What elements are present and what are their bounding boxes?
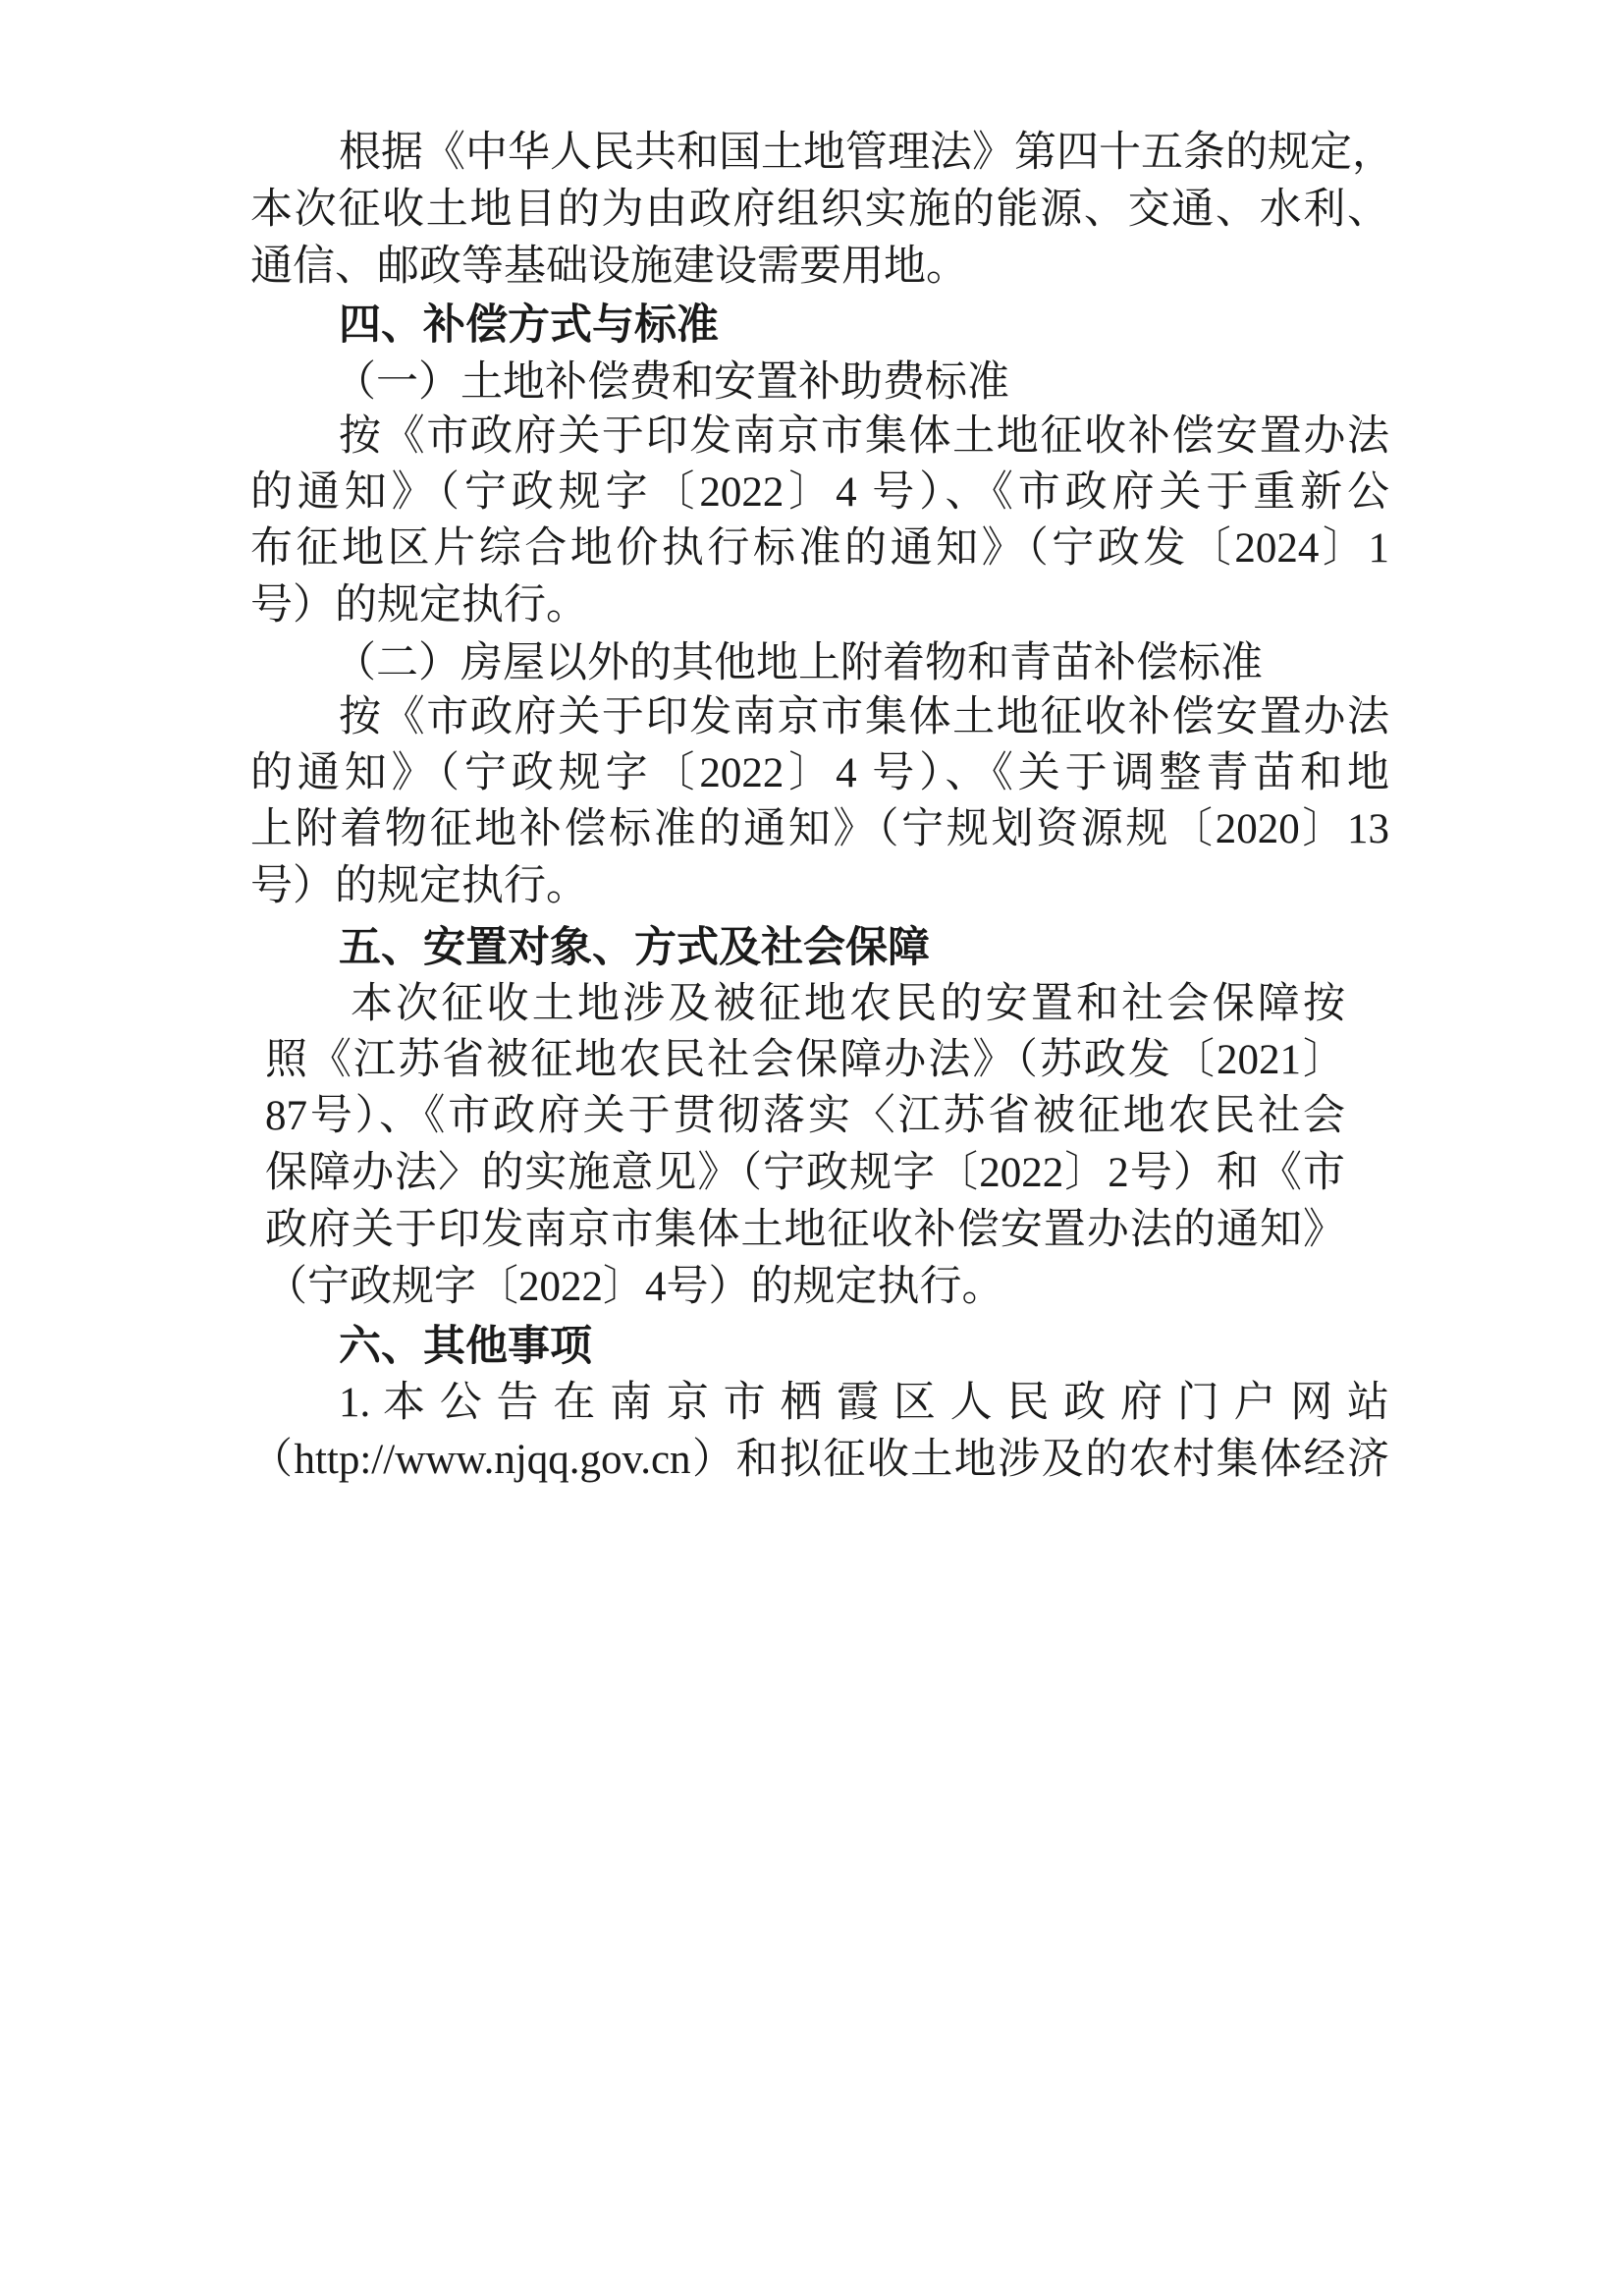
paragraph-line: 政府关于印发南京市集体土地征收补偿安置办法的通知》 [265, 1207, 1345, 1253]
subheading-4-1: （一）土地补偿费和安置补助费标准 [334, 357, 1009, 407]
paragraph-line: 布征地区片综合地价执行标准的通知》（宁政发〔2024〕1 [250, 525, 1389, 572]
subheading-4-2: （二）房屋以外的其他地上附着物和青苗补偿标准 [334, 638, 1263, 687]
paragraph-line: 1. 本 公 告 在 南 京 市 栖 霞 区 人 民 政 府 门 户 网 站 [339, 1380, 1389, 1426]
section-heading-5: 五、安置对象、方式及社会保障 [339, 923, 930, 972]
paragraph-line: 87号）、《市政府关于贯彻落实〈江苏省被征地农民社会 [265, 1093, 1345, 1139]
paragraph-line: 通信、邮政等基础设施建设需要用地。 [250, 242, 968, 291]
paragraph-line: 本次征收土地目的为由政府组织实施的能源、交通、水利、 [250, 185, 1389, 234]
paragraph-line: 的通知》（宁政规字〔2022〕4 号）、《市政府关于重新公 [250, 469, 1389, 516]
section-heading-4: 四、补偿方式与标准 [339, 301, 719, 350]
paragraph-line: 照《江苏省被征地农民社会保障办法》（苏政发〔2021〕 [265, 1037, 1345, 1083]
paragraph-line: 号）的规定执行。 [250, 582, 588, 629]
paragraph-line: 保障办法〉的实施意见》（宁政规字〔2022〕2号）和《市 [265, 1150, 1345, 1196]
paragraph-line: 按《市政府关于印发南京市集体土地征收补偿安置办法 [339, 694, 1389, 740]
paragraph-line: 号）的规定执行。 [250, 863, 588, 909]
paragraph-line: 按《市政府关于印发南京市集体土地征收补偿安置办法 [339, 413, 1389, 460]
paragraph-line: （http://www.njqq.gov.cn）和拟征收土地涉及的农村集体经济 [250, 1437, 1389, 1483]
paragraph-line: 上附着物征地补偿标准的通知》（宁规划资源规〔2020〕13 [250, 806, 1389, 852]
paragraph-line: （宁政规字〔2022〕4号）的规定执行。 [265, 1264, 1004, 1310]
paragraph-line: 根据《中华人民共和国土地管理法》第四十五条的规定， [339, 128, 1394, 177]
paragraph-line: 的通知》（宁政规字〔2022〕4 号）、《关于调整青苗和地 [250, 750, 1389, 796]
section-heading-6: 六、其他事项 [339, 1322, 592, 1371]
paragraph-line: 本次征收土地涉及被征地农民的安置和社会保障按 [351, 981, 1345, 1027]
